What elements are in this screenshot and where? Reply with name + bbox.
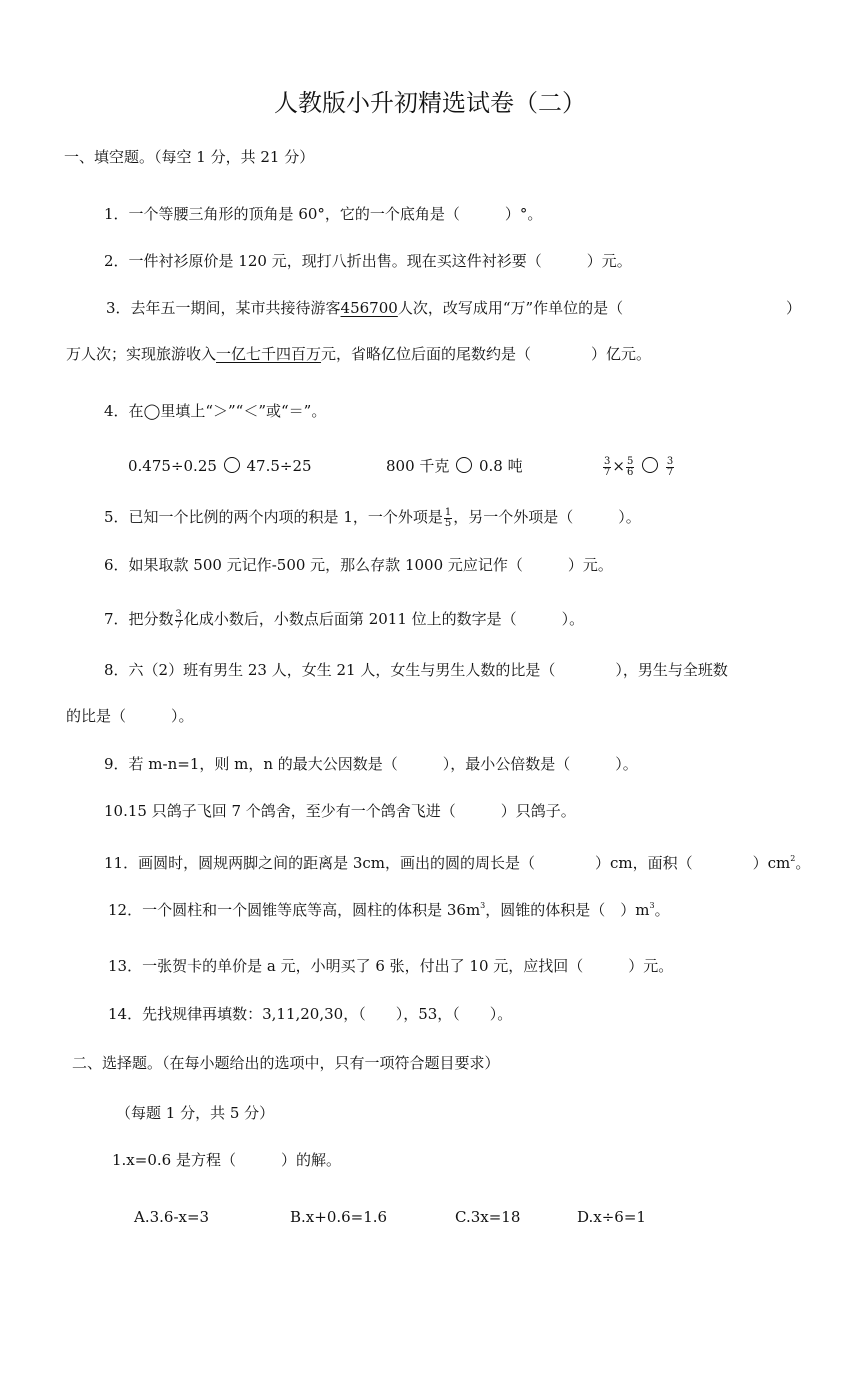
section2-heading: 二、选择题。（在每小题给出的选项中，只有一项符合题目要求） <box>72 1054 500 1072</box>
superscript: 3 <box>480 901 486 910</box>
q4-expr-1-right: 47.5÷25 <box>246 457 312 475</box>
question-1-10: 10.15 只鸽子飞回 7 个鸽舍，至少有一个鸽舍飞进（ ）只鸽子。 <box>104 802 576 820</box>
q3-text-d: 元，省略亿位后面的尾数约是（ ）亿元。 <box>321 345 652 363</box>
fraction: $\frac{3}{7}$ <box>604 455 611 478</box>
option-c[interactable]: C.3x=18 <box>455 1208 521 1226</box>
q3-text-a: 3．去年五一期间，某市共接待游客 <box>106 299 341 317</box>
fraction: $\frac{5}{6}$ <box>626 455 634 478</box>
fraction: $\frac{3}{7}$ <box>666 455 674 478</box>
q4-expr-1-left: 0.475÷0.25 <box>128 457 217 475</box>
q12-text-c: 。 <box>654 901 670 919</box>
q4-compare-3 <box>602 454 675 478</box>
question-1-13: 13．一张贺卡的单价是 a 元，小明买了 6 张，付出了 10 元，应找回（ ）元。 <box>108 957 674 975</box>
question-1-5 <box>104 505 641 529</box>
option-a[interactable]: A.3.6-x=3 <box>134 1208 210 1226</box>
question-1-9: 9．若 m-n=1，则 m，n 的最大公因数是（ ），最小公倍数是（ ）。 <box>104 755 638 773</box>
times-sign: × <box>612 457 625 475</box>
q7-text-b: 化成小数后，小数点后面第 2011 位上的数字是（ ）。 <box>183 610 585 628</box>
fraction: $\frac{1}{5}$ <box>444 506 452 529</box>
question-1-1: 1．一个等腰三角形的顶角是 60°，它的一个底角是（ ）°。 <box>104 205 543 223</box>
q3-close-paren: ） <box>786 299 802 317</box>
question-1-7 <box>104 607 584 631</box>
compare-circle[interactable] <box>456 457 472 473</box>
q4-expr-2-left: 800 千克 <box>386 457 450 475</box>
compare-circle[interactable] <box>224 457 240 473</box>
q3-text-c: 万人次；实现旅游收入 <box>66 345 217 363</box>
q3-revenue-amount: 一亿七千四百万 <box>216 345 322 363</box>
question-1-12 <box>108 900 670 923</box>
question-1-8: 8．六（2）班有男生 23 人，女生 21 人，女生与男生人数的比是（ ），男生与全班数 <box>104 661 728 679</box>
page-title: 人教版小升初精选试卷（二） <box>274 89 586 117</box>
section1-heading: 一、填空题。（每空 1 分，共 21 分） <box>64 148 315 166</box>
q3-text-b: 人次，改写成用“万”作单位的是（ <box>397 299 624 317</box>
q5-text-b: ，另一个外项是（ ）。 <box>453 508 641 526</box>
question-1-11 <box>104 853 810 876</box>
q3-visitor-number: 456700 <box>340 299 398 317</box>
question-1-4: 4．在◯里填上“＞”“＜”或“＝”。 <box>104 402 327 420</box>
superscript: 3 <box>649 901 655 910</box>
question-2-1: 1.x=0.6 是方程（ ）的解。 <box>112 1151 341 1169</box>
option-b[interactable]: B.x+0.6=1.6 <box>290 1208 388 1226</box>
option-d[interactable]: D.x÷6=1 <box>577 1208 646 1226</box>
q4-compare-1 <box>128 456 312 476</box>
q11-text-b: 。 <box>795 854 811 872</box>
compare-circle[interactable] <box>642 457 658 473</box>
q5-text-a: 5．已知一个比例的两个内项的积是 1，一个外项是 <box>104 508 443 526</box>
fraction: $\frac{3}{7}$ <box>175 608 182 631</box>
q12-text-a: 12．一个圆柱和一个圆锥等底等高，圆柱的体积是 36m <box>108 901 481 919</box>
question-1-6: 6．如果取款 500 元记作-500 元，那么存款 1000 元应记作（ ）元。 <box>104 556 613 574</box>
question-1-14: 14．先找规律再填数：3,11,20,30，（ ），53，（ ）。 <box>108 1005 513 1023</box>
question-1-8-cont: 的比是（ ）。 <box>66 707 194 725</box>
superscript: 2 <box>790 854 796 863</box>
question-1-3-cont <box>66 344 651 364</box>
q4-expr-2-right: 0.8 吨 <box>478 457 523 475</box>
q7-text-a: 7．把分数 <box>104 610 174 628</box>
q4-compare-2 <box>386 456 523 476</box>
question-1-3 <box>106 298 623 318</box>
question-1-2: 2．一件衬衫原价是 120 元，现打八折出售。现在买这件衬衫要（ ）元。 <box>104 252 632 270</box>
q12-text-b: ，圆锥的体积是（ ）m <box>485 901 650 919</box>
section2-note: （每题 1 分，共 5 分） <box>116 1104 275 1122</box>
q11-text-a: 11．画圆时，圆规两脚之间的距离是 3cm，画出的圆的周长是（ ）cm，面积（ ）cm <box>104 854 791 872</box>
